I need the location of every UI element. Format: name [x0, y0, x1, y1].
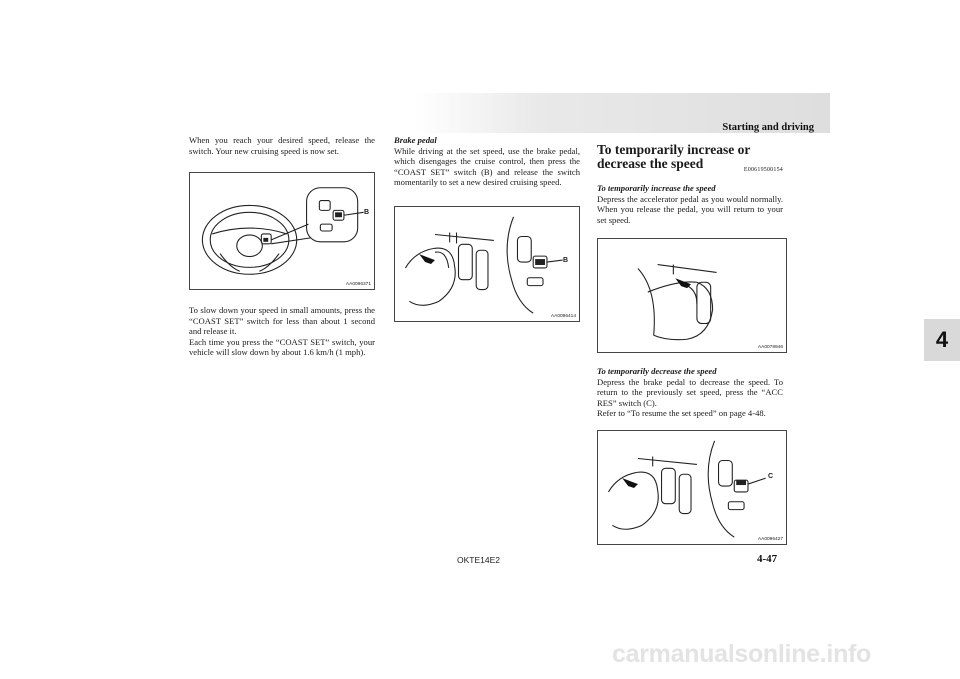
decrease-subhead: To temporarily decrease the speed	[597, 366, 717, 376]
brake-pedal-illustration	[395, 207, 579, 321]
fig4-code: AA0096427	[757, 537, 783, 542]
steering-wheel-illustration	[190, 173, 374, 289]
brake-pedal-figure	[394, 206, 580, 322]
page-number: 4-47	[757, 553, 778, 565]
fig1-code: AA0096371	[345, 282, 371, 287]
col1-para3: Each time you press the “COAST SET” switch, your vehicle will slow down by about 1.6 km/h (1 mph).	[189, 336, 375, 358]
col3-para3: Refer to “To resume the set speed” on page 4-48.	[597, 408, 766, 419]
watermark-text: carmanualsonline.info	[612, 640, 872, 668]
doc-code: OKTE14E2	[457, 555, 500, 565]
chapter-tab: 4	[924, 319, 960, 361]
column-1	[189, 135, 375, 156]
col1-para1: When you reach your desired speed, release the switch. Your new cruising speed is now set.	[189, 135, 375, 156]
column-3	[597, 135, 783, 225]
col3-para2: Depress the brake pedal to decrease the speed. To return to the previously set speed, press the “ACC RES” switch (C).	[597, 376, 783, 408]
increase-subhead: To temporarily increase the speed	[597, 183, 716, 193]
column-1-lower	[189, 305, 375, 358]
col3-para1: Depress the accelerator pedal as you would normally. When you release the pedal, you will return to your set speed.	[597, 193, 783, 225]
accelerator-figure	[597, 238, 787, 353]
column-3-lower	[597, 366, 783, 419]
col1-para2: To slow down your speed in small amounts, press the “COAST SET” switch for less than about 1 second and release it.	[189, 305, 375, 337]
speed-heading-text: To temporarily increase or decrease the speed	[597, 142, 751, 171]
col2-para1: While driving at the set speed, use the brake pedal, which disengages the cruise control, then press the “COAST SET” switch (B) and release the switch momentarily to set a new desired cruising speed.	[394, 145, 580, 188]
steering-wheel-figure	[189, 172, 375, 290]
fig3-code: AA0078946	[757, 345, 783, 350]
accelerator-illustration	[598, 239, 786, 352]
speed-heading	[597, 143, 783, 171]
acc-res-illustration	[598, 431, 786, 544]
fig2-code: AA0096414	[550, 314, 576, 319]
fig2-label-b: B	[563, 257, 569, 264]
speed-heading-code: E00619500154	[743, 167, 783, 173]
column-2	[394, 135, 580, 188]
brake-pedal-subhead: Brake pedal	[394, 135, 437, 145]
section-title: Starting and driving	[722, 122, 814, 133]
fig1-label-b: B	[364, 209, 370, 216]
fig4-label-c: C	[768, 473, 774, 480]
acc-res-figure	[597, 430, 787, 545]
